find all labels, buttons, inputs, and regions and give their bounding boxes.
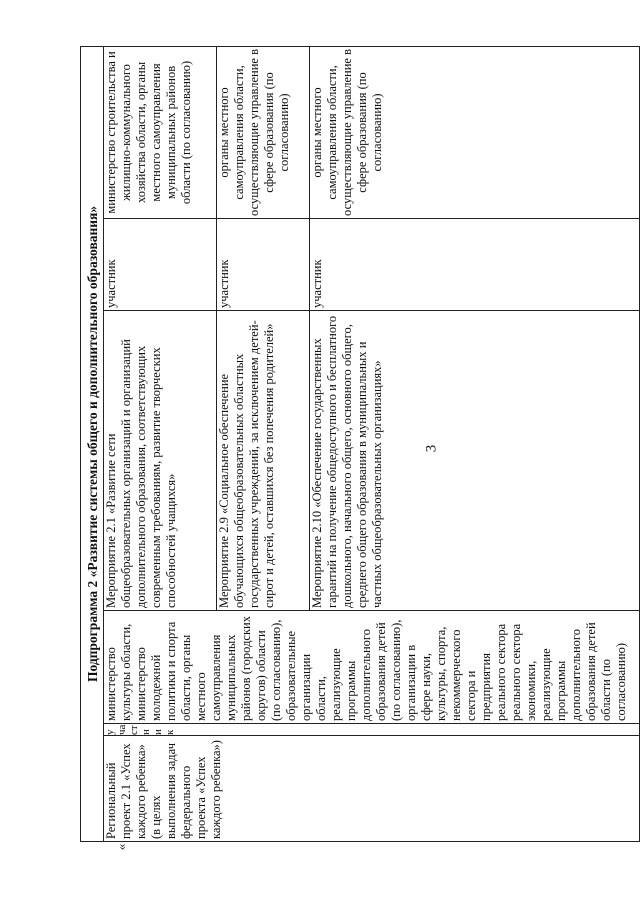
role-text: участник xyxy=(104,724,176,735)
page-number: 3 xyxy=(423,444,440,453)
subprogram-header-row xyxy=(81,46,104,841)
rotated-document xyxy=(80,47,640,842)
measure-org: органы местного самоуправления области, осуществляющие управление в сфере образования (по согласованию) xyxy=(310,46,640,218)
measure-org: органы местного самоуправления области, осуществляющие управление в сфере образования (по согласованию) xyxy=(217,46,310,218)
corner-mark: « xyxy=(113,843,129,851)
measure-text: Мероприятие 2.1 «Развитие сети общеобразовательных организаций и организаций дополнительного образования, соответствующих современным требованиям, развитие творческих способностей учащихся» xyxy=(104,311,217,611)
program-table xyxy=(80,46,640,842)
regional-project-cell: Региональный проект 2.1 «Успех каждого ребенка» (в целях выполнения задач федерального проекта «Успех каждого ребенка») xyxy=(104,736,640,842)
regional-project-role xyxy=(104,724,640,736)
measure-text: Мероприятие 2.9 «Социальное обеспечение обучающихся общеобразовательных областных государственных учреждений, за исключением детей-сирот и детей, оставшихся без попечения родителей» xyxy=(217,311,310,611)
executors-cell: министерство культуры области, министерство молодежной политики и спорта области, органы местного самоуправления муниципальных районов (городских округов) области (по согласованию), образовательные организации области, реализующие программы дополнительного образования детей (по согласованию), организации в сфере науки, культуры, спорта, некоммерческого сектора и предприятия реального сектора реального сектора экономики, реализующие программы дополнительного образования детей области (по согласованию) xyxy=(104,611,640,724)
table-row xyxy=(104,46,217,841)
measure-org: министерство строительства и жилищно-коммунального хозяйства области, органы местного самоуправления муниципальных районов области (по согласованию) xyxy=(104,46,217,218)
measure-text: Мероприятие 2.10 «Обеспечение государственных гарантий на получение общедоступного и бесплатного дошкольного, начального общего, основного общего, среднего общего образования в муниципальных и частных общеобразовательных организациях» xyxy=(310,311,640,611)
measure-role: участник xyxy=(310,219,640,311)
subprogram-title: Подпрограмма 2 «Развитие системы общего и дополнительного образования» xyxy=(81,46,104,841)
measure-role: участник xyxy=(104,219,217,311)
measure-role: участник xyxy=(217,219,310,311)
